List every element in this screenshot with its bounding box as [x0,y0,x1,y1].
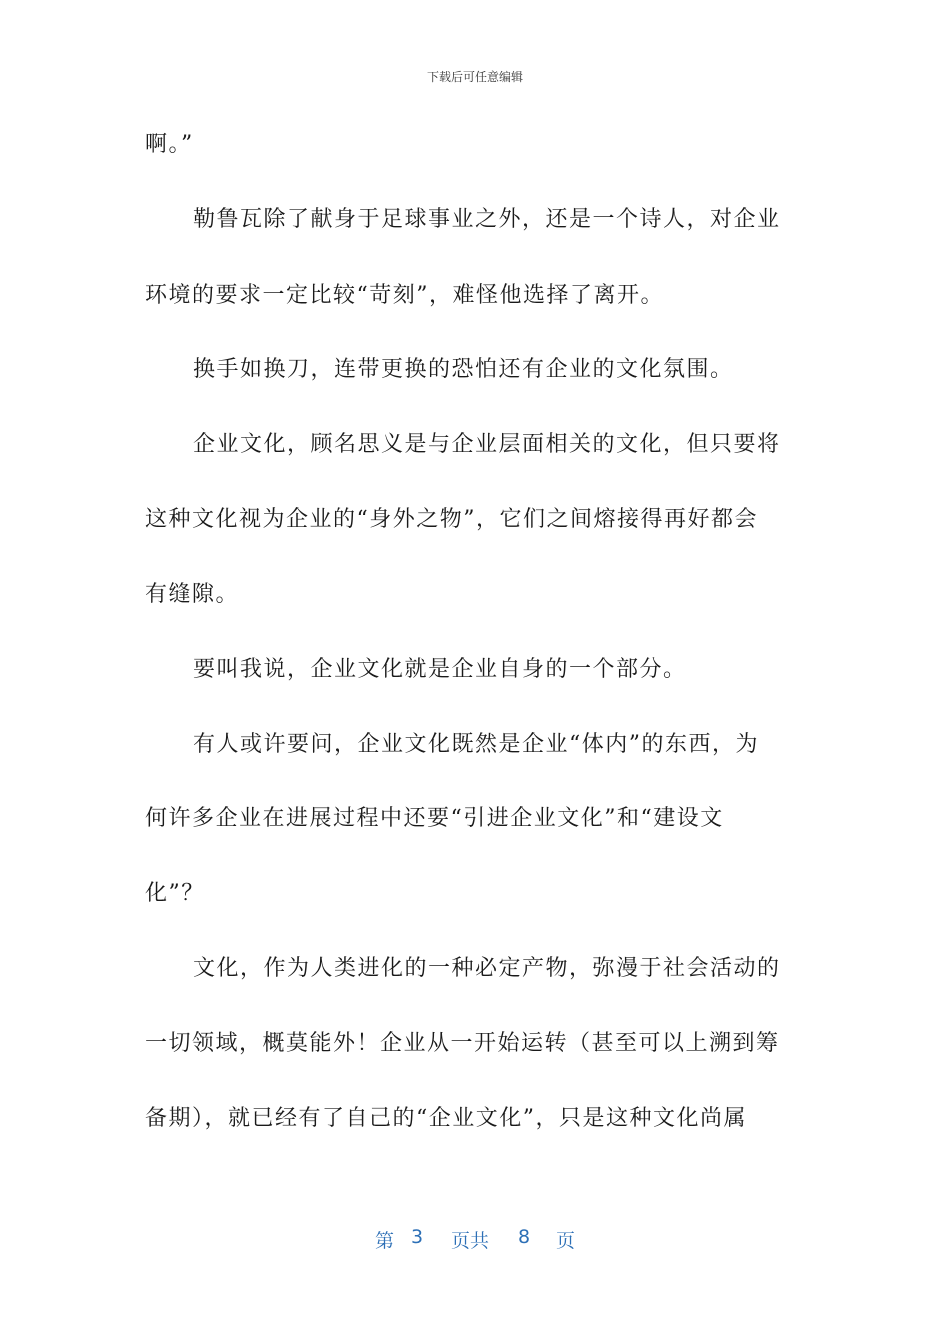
footer-prefix: 第 [375,1230,395,1252]
current-page-number: 3 [411,1226,424,1248]
footer-middle: 页共 [451,1230,490,1252]
paragraph-line: 要叫我说，企业文化就是企业自身的一个部分。 [193,657,687,682]
paragraph-line: 文化，作为人类进化的一种必定产物，弥漫于社会活动的 [193,956,781,981]
paragraph-line: 有人或许要问，企业文化既然是企业“体内”的东西，为 [193,732,759,757]
text-line: 有缝隙。 [145,582,240,607]
text-line: 一切领域，概莫能外！企业从一开始运转（甚至可以上溯到筹 [145,1031,780,1056]
total-page-count: 8 [518,1226,531,1248]
text-line: 这种文化视为企业的“身外之物”，它们之间熔接得再好都会 [145,507,758,532]
paragraph-line: 勒鲁瓦除了献身于足球事业之外，还是一个诗人，对企业 [193,207,781,232]
footer-suffix: 页 [556,1230,576,1252]
paragraph-line: 企业文化，顾名思义是与企业层面相关的文化，但只要将 [193,432,781,457]
text-line: 备期），就已经有了自己的“企业文化”，只是这种文化尚属 [145,1106,747,1131]
text-line: 化”？ [145,881,205,906]
paragraph-line: 换手如换刀，连带更换的恐怕还有企业的文化氛围。 [193,357,734,382]
text-line: 何许多企业在进展过程中还要“引进企业文化”和“建设文 [145,806,724,831]
page-header: 下载后可任意编辑 [426,70,523,84]
text-line: 环境的要求一定比较“苛刻”，难怪他选择了离开。 [145,283,664,308]
text-line: 啊。” [145,132,194,157]
